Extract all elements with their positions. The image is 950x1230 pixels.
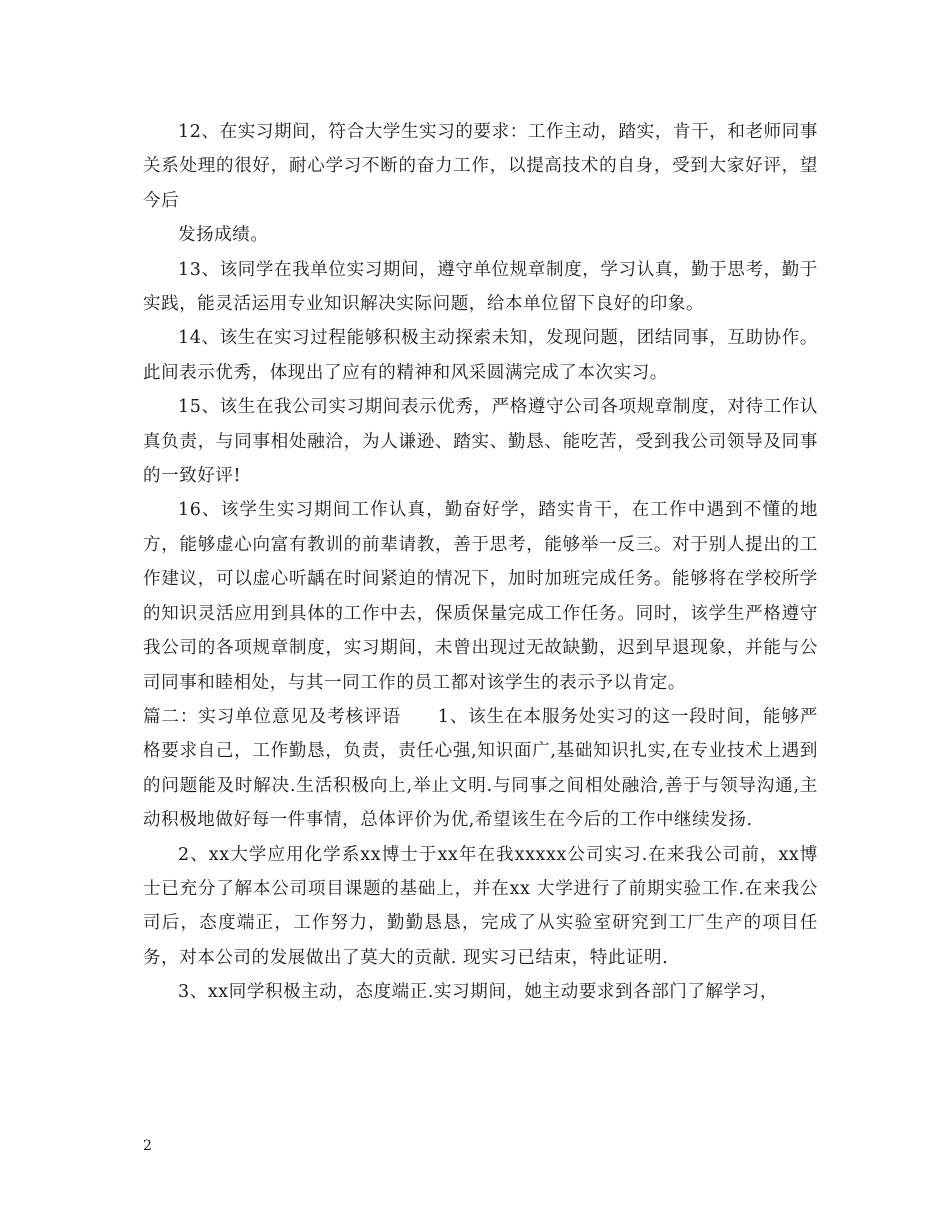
paragraph-15: 15、该生在我公司实习期间表示优秀，严格遵守公司各项规章制度，对待工作认真负责，与同事相处融洽，为人谦逊、踏实、勤恳、能吃苦，受到我公司领导及同事的一致好评!	[143, 397, 818, 487]
paragraph-12: 12、在实习期间，符合大学生实习的要求：工作主动，踏实，肯干，和老师同事关系处理的很好，耐心学习不断的奋力工作，以提高技术的自身，受到大家好评，望今后	[143, 122, 818, 211]
paragraph-13: 13、该同学在我单位实习期间，遵守单位规章制度，学习认真，勤于思考，勤于实践，能灵活运用专业知识解决实际问题，给本单位留下良好的印象。	[143, 259, 818, 315]
section-two-paragraph-1: 篇二：实习单位意见及考核评语 1、该生在本服务处实习的这一段时间，能够严格要求自己，工作勤恳，负责，责任心强,知识面广,基础知识扎实,在专业技术上遇到的问题能及时解决.生活积极向上,举止文明.与同事之间相处融洽,善于与领导沟通,主动积极地做好每一件事情，总体评价为优,希望该生在今后的工作中继续发扬.	[143, 706, 818, 831]
section-two-paragraph-3: 3、xx同学积极主动，态度端正.实习期间，她主动要求到各部门了解学习，	[178, 982, 778, 1003]
page-number: 2	[143, 1138, 152, 1154]
paragraph-16: 16、该学生实习期间工作认真，勤奋好学，踏实肯干，在工作中遇到不懂的地方，能够虚心向富有教训的前辈请教，善于思考，能够举一反三。对于别人提出的工作建议，可以虚心听龋在时间紧迫的情况下，加时加班完成任务。能够将在学校所学的知识灵活应用到具体的工作中去，保质保量完成工作任务。同时，该学生严格遵守我公司的各项规章制度，实习期间，未曾出现过无故缺勤，迟到早退现象，并能与公司同事和睦相处，与其一同工作的员工都对该学生的表示予以肯定。	[143, 500, 818, 693]
paragraph-14: 14、该生在实习过程能够积极主动探索未知，发现问题，团结同事，互助协作。此间表示优秀，体现出了应有的精神和风采圆满完成了本次实习。	[143, 328, 818, 383]
section-two-paragraph-2: 2、xx大学应用化学系xx博士于xx年在我xxxxx公司实习.在来我公司前，xx博士已充分了解本公司项目课题的基础上，并在xx 大学进行了前期实验工作.在来我公司后，态度端正，工作努力，勤勤恳恳，完成了从实验室研究到工厂生产的项目任务，对本公司的发展做出了莫大的贡献. 现实习已结束，特此证明.	[143, 844, 818, 968]
document-body	[143, 115, 818, 1010]
paragraph-12-continuation: 发扬成绩。	[178, 225, 269, 246]
